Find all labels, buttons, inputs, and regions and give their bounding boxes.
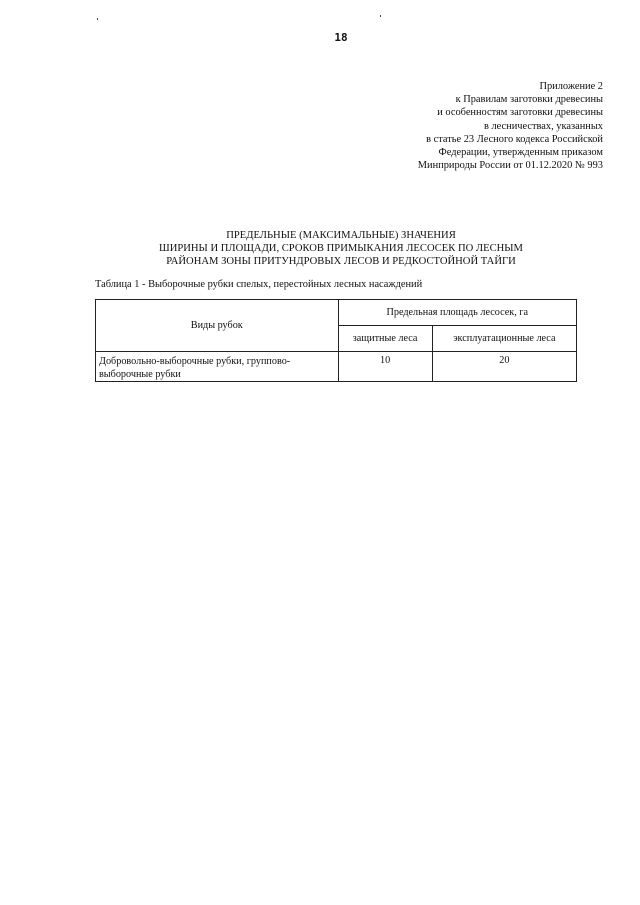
- appendix-line: в статье 23 Лесного кодекса Российской: [426, 133, 603, 145]
- cell-exploitation: 20: [432, 352, 576, 382]
- appendix-line: Федерации, утвержденным приказом: [438, 147, 603, 159]
- scan-speck: [380, 15, 381, 17]
- header-cell-exploitation: эксплуатационные леса: [432, 326, 576, 352]
- cell-kind: Добровольно-выборочные рубки, группово-выборочные рубки: [96, 352, 339, 382]
- heading-line: РАЙОНАМ ЗОНЫ ПРИТУНДРОВЫХ ЛЕСОВ И РЕДКОСТОЙНОЙ ТАЙГИ: [166, 256, 516, 268]
- cutting-limits-table: [95, 299, 577, 382]
- scan-speck: [97, 18, 98, 20]
- document-heading: [0, 229, 640, 269]
- header-cell-protective: защитные леса: [338, 326, 432, 352]
- appendix-line: к Правилам заготовки древесины: [455, 94, 603, 106]
- appendix-line: Минприроды России от 01.12.2020 № 993: [417, 160, 603, 172]
- header-cell-max-area: Предельная площадь лесосек, га: [338, 300, 576, 326]
- heading-line: ПРЕДЕЛЬНЫЕ (МАКСИМАЛЬНЫЕ) ЗНАЧЕНИЯ: [226, 230, 456, 241]
- heading-line: ШИРИНЫ И ПЛОЩАДИ, СРОКОВ ПРИМЫКАНИЯ ЛЕСОСЕК ПО ЛЕСНЫМ: [159, 243, 523, 255]
- table-header-row: [96, 300, 577, 326]
- table-row: [96, 352, 577, 382]
- cell-protective: 10: [338, 352, 432, 382]
- table-caption: Таблица 1 - Выборочные рубки спелых, перестойных лесных насаждений: [95, 279, 423, 290]
- appendix-note: [303, 80, 603, 172]
- header-cell-kind: Виды рубок: [96, 300, 339, 352]
- page-number: 18: [334, 31, 348, 44]
- appendix-line: Приложение 2: [539, 81, 603, 92]
- appendix-line: в лесничествах, указанных: [483, 120, 603, 132]
- appendix-line: и особенностям заготовки древесины: [437, 107, 603, 119]
